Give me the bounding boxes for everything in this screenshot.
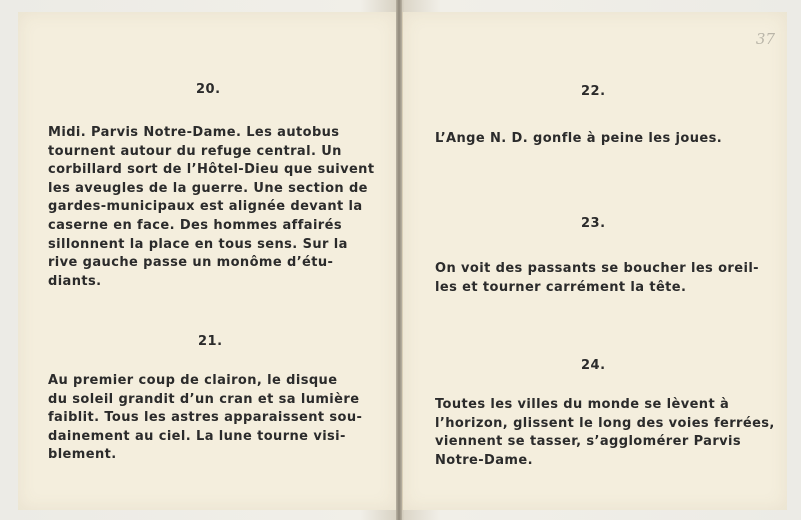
section-text-22: L’Ange N. D. gonfle à peine les joues. (435, 131, 723, 146)
section-text-20: Midi. Parvis Notre-Dame. Les autobus tournent autour du refuge central. Un corbillard sort de l’Hôtel-Dieu que suivent les aveugles de la guerre. Une section de gardes-municipaux est alignée devant la caserne en face. Des hommes affairés sillonnent la place en tous sens. Sur la rive gauche passe un monôme d’étu- diants. (48, 125, 375, 289)
section-number-23: 23. (581, 216, 606, 231)
page-corner-mark: 37 (755, 30, 775, 48)
section-text-24: Toutes les villes du monde se lèvent à l’horizon, glissent le long des voies ferrées, viennent se tasser, s’agglomérer Parvis Notre-Dame. (435, 397, 775, 468)
right-page (402, 12, 787, 510)
left-page (18, 12, 397, 510)
section-text-21: Au premier coup de clairon, le disque du soleil grandit d’un cran et sa lumière faiblit. Tous les astres apparaissent sou- dainement au ciel. La lune tourne visi- blement. (48, 373, 363, 463)
section-text-23: On voit des passants se boucher les oreil- les et tourner carrément la tête. (435, 261, 759, 295)
section-number-24: 24. (581, 358, 606, 373)
section-number-22: 22. (581, 84, 606, 99)
section-number-21: 21. (198, 334, 223, 349)
section-number-20: 20. (196, 82, 221, 97)
